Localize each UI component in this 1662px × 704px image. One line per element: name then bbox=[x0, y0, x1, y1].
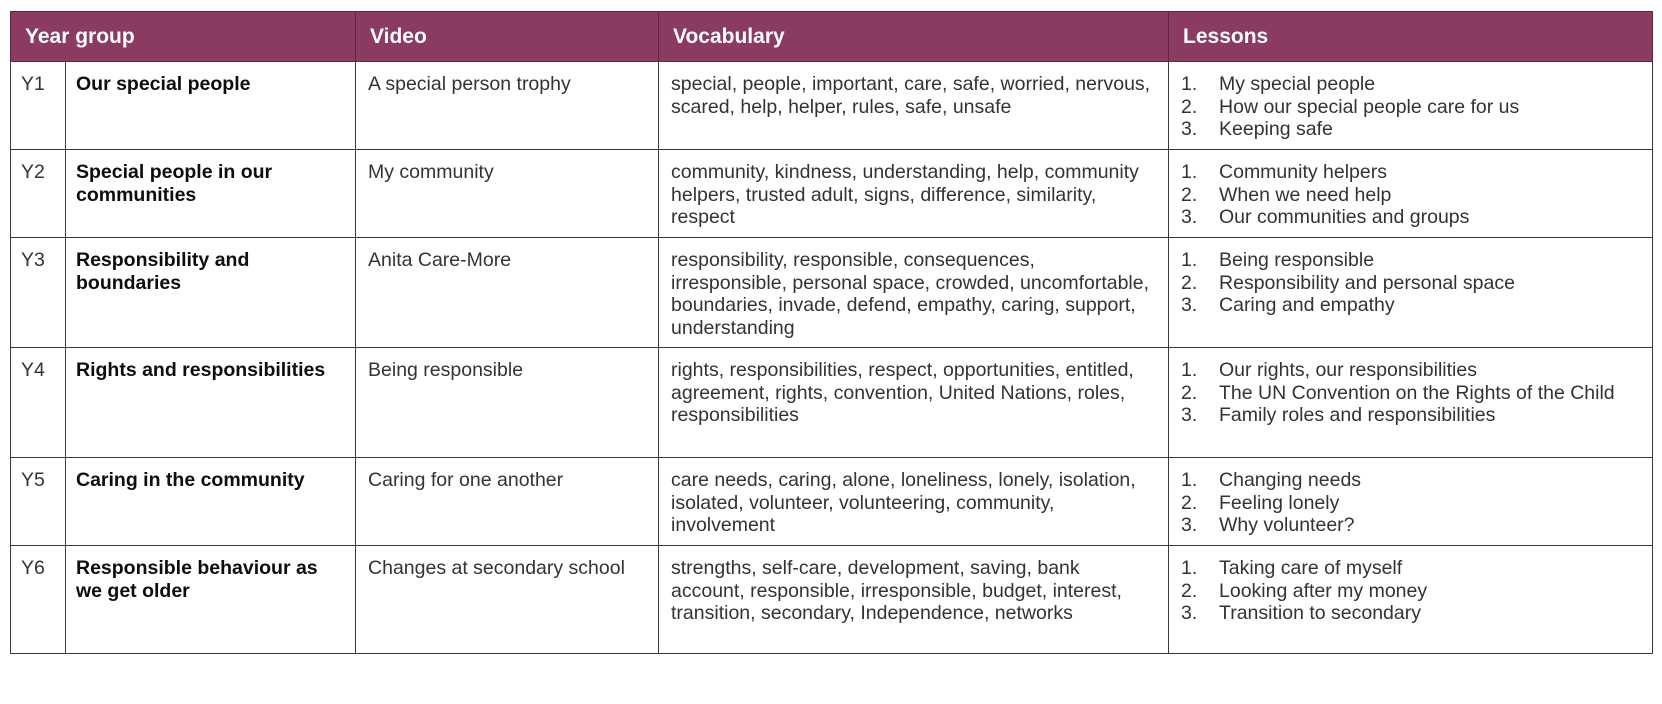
lesson-title: Transition to secondary bbox=[1219, 602, 1421, 624]
lesson-item bbox=[1181, 206, 1640, 229]
video-cell: Caring for one another bbox=[356, 458, 659, 546]
lesson-number: 3. bbox=[1181, 514, 1198, 536]
lesson-number: 1. bbox=[1181, 469, 1198, 491]
lesson-item bbox=[1181, 580, 1640, 603]
lesson-list bbox=[1181, 249, 1640, 317]
year-cell: Y3 bbox=[11, 238, 66, 348]
lesson-number: 2. bbox=[1181, 491, 1198, 514]
year-cell: Y5 bbox=[11, 458, 66, 546]
lessons-cell bbox=[1169, 150, 1653, 238]
lesson-title: Family roles and responsibilities bbox=[1219, 404, 1496, 426]
lesson-item bbox=[1181, 249, 1640, 272]
lesson-title: Responsibility and personal space bbox=[1219, 271, 1515, 294]
lesson-number: 3. bbox=[1181, 294, 1198, 316]
lesson-list bbox=[1181, 161, 1640, 229]
lessons-cell bbox=[1169, 546, 1653, 654]
table-row bbox=[11, 150, 1653, 238]
curriculum-table bbox=[10, 11, 1653, 654]
topic-cell: Our special people bbox=[66, 62, 356, 150]
table-row bbox=[11, 458, 1653, 546]
table-row bbox=[11, 62, 1653, 150]
lesson-number: 2. bbox=[1181, 271, 1198, 294]
video-cell: A special person trophy bbox=[356, 62, 659, 150]
lesson-number: 3. bbox=[1181, 602, 1198, 624]
lesson-item bbox=[1181, 492, 1640, 515]
video-cell: My community bbox=[356, 150, 659, 238]
lesson-title: How our special people care for us bbox=[1219, 95, 1520, 118]
lesson-title: Keeping safe bbox=[1219, 118, 1333, 140]
lesson-list bbox=[1181, 73, 1640, 141]
lesson-number: 2. bbox=[1181, 381, 1198, 404]
lesson-item bbox=[1181, 557, 1640, 580]
lesson-title: Our communities and groups bbox=[1219, 206, 1470, 228]
year-cell: Y6 bbox=[11, 546, 66, 654]
lesson-title: Looking after my money bbox=[1219, 579, 1428, 602]
lesson-item bbox=[1181, 404, 1640, 427]
lesson-item bbox=[1181, 469, 1640, 492]
lesson-number: 2. bbox=[1181, 95, 1198, 118]
lesson-title: Changing needs bbox=[1219, 469, 1362, 491]
topic-cell: Responsibility and boundaries bbox=[66, 238, 356, 348]
vocabulary-cell: care needs, caring, alone, loneliness, lonely, isolation, isolated, volunteer, volunteering, community, involvement bbox=[659, 458, 1169, 546]
lesson-title: Caring and empathy bbox=[1219, 294, 1395, 316]
vocabulary-cell: special, people, important, care, safe, worried, nervous, scared, help, helper, rules, safe, unsafe bbox=[659, 62, 1169, 150]
lesson-list bbox=[1181, 359, 1640, 427]
vocabulary-cell: community, kindness, understanding, help, community helpers, trusted adult, signs, difference, similarity, respect bbox=[659, 150, 1169, 238]
lesson-title: Community helpers bbox=[1219, 161, 1387, 183]
vocabulary-cell: strengths, self-care, development, saving, bank account, responsible, irresponsible, budget, interest, transition, secondary, Independence, networks bbox=[659, 546, 1169, 654]
lesson-number: 1. bbox=[1181, 359, 1198, 381]
lessons-cell bbox=[1169, 62, 1653, 150]
topic-cell: Caring in the community bbox=[66, 458, 356, 546]
vocabulary-cell: responsibility, responsible, consequences, irresponsible, personal space, crowded, uncomfortable, boundaries, invade, defend, empathy, caring, support, understanding bbox=[659, 238, 1169, 348]
table-row bbox=[11, 546, 1653, 654]
video-cell: Being responsible bbox=[356, 348, 659, 458]
lesson-item bbox=[1181, 118, 1640, 141]
lesson-number: 3. bbox=[1181, 118, 1198, 140]
vocabulary-cell: rights, responsibilities, respect, opportunities, entitled, agreement, rights, convention, United Nations, roles, responsibilities bbox=[659, 348, 1169, 458]
lesson-item bbox=[1181, 602, 1640, 625]
lesson-title: When we need help bbox=[1219, 183, 1392, 206]
table-body bbox=[11, 62, 1653, 654]
lesson-title: Why volunteer? bbox=[1219, 514, 1355, 536]
video-cell: Anita Care-More bbox=[356, 238, 659, 348]
table-header bbox=[11, 12, 1653, 62]
lesson-title: Our rights, our responsibilities bbox=[1219, 359, 1477, 381]
year-cell: Y1 bbox=[11, 62, 66, 150]
lesson-number: 2. bbox=[1181, 183, 1198, 206]
header-video: Video bbox=[356, 12, 659, 62]
topic-cell: Responsible behaviour as we get older bbox=[66, 546, 356, 654]
lesson-number: 3. bbox=[1181, 404, 1198, 426]
lesson-item bbox=[1181, 161, 1640, 184]
lessons-cell bbox=[1169, 458, 1653, 546]
lesson-item bbox=[1181, 294, 1640, 317]
lesson-item bbox=[1181, 73, 1640, 96]
lesson-list bbox=[1181, 469, 1640, 537]
lesson-title: Taking care of myself bbox=[1219, 557, 1403, 579]
lesson-title: The UN Convention on the Rights of the Child bbox=[1219, 381, 1615, 404]
lesson-number: 1. bbox=[1181, 161, 1198, 183]
lesson-number: 1. bbox=[1181, 73, 1198, 95]
lesson-number: 3. bbox=[1181, 206, 1198, 228]
lesson-item bbox=[1181, 184, 1640, 207]
lesson-title: My special people bbox=[1219, 73, 1376, 95]
lessons-cell bbox=[1169, 238, 1653, 348]
table-row bbox=[11, 238, 1653, 348]
header-vocabulary: Vocabulary bbox=[659, 12, 1169, 62]
lesson-list bbox=[1181, 557, 1640, 625]
year-cell: Y2 bbox=[11, 150, 66, 238]
lesson-item bbox=[1181, 272, 1640, 295]
video-cell: Changes at secondary school bbox=[356, 546, 659, 654]
lesson-number: 2. bbox=[1181, 579, 1198, 602]
lesson-number: 1. bbox=[1181, 557, 1198, 579]
lesson-item bbox=[1181, 514, 1640, 537]
lesson-title: Being responsible bbox=[1219, 249, 1375, 271]
header-year-group: Year group bbox=[11, 12, 356, 62]
topic-cell: Rights and responsibilities bbox=[66, 348, 356, 458]
header-lessons: Lessons bbox=[1169, 12, 1653, 62]
lessons-cell bbox=[1169, 348, 1653, 458]
lesson-item bbox=[1181, 96, 1640, 119]
table-row bbox=[11, 348, 1653, 458]
lesson-item bbox=[1181, 359, 1640, 382]
lesson-number: 1. bbox=[1181, 249, 1198, 271]
year-cell: Y4 bbox=[11, 348, 66, 458]
lesson-item bbox=[1181, 382, 1640, 405]
header-row bbox=[11, 12, 1653, 62]
lesson-title: Feeling lonely bbox=[1219, 491, 1340, 514]
topic-cell: Special people in our communities bbox=[66, 150, 356, 238]
curriculum-table-container bbox=[10, 11, 1652, 654]
